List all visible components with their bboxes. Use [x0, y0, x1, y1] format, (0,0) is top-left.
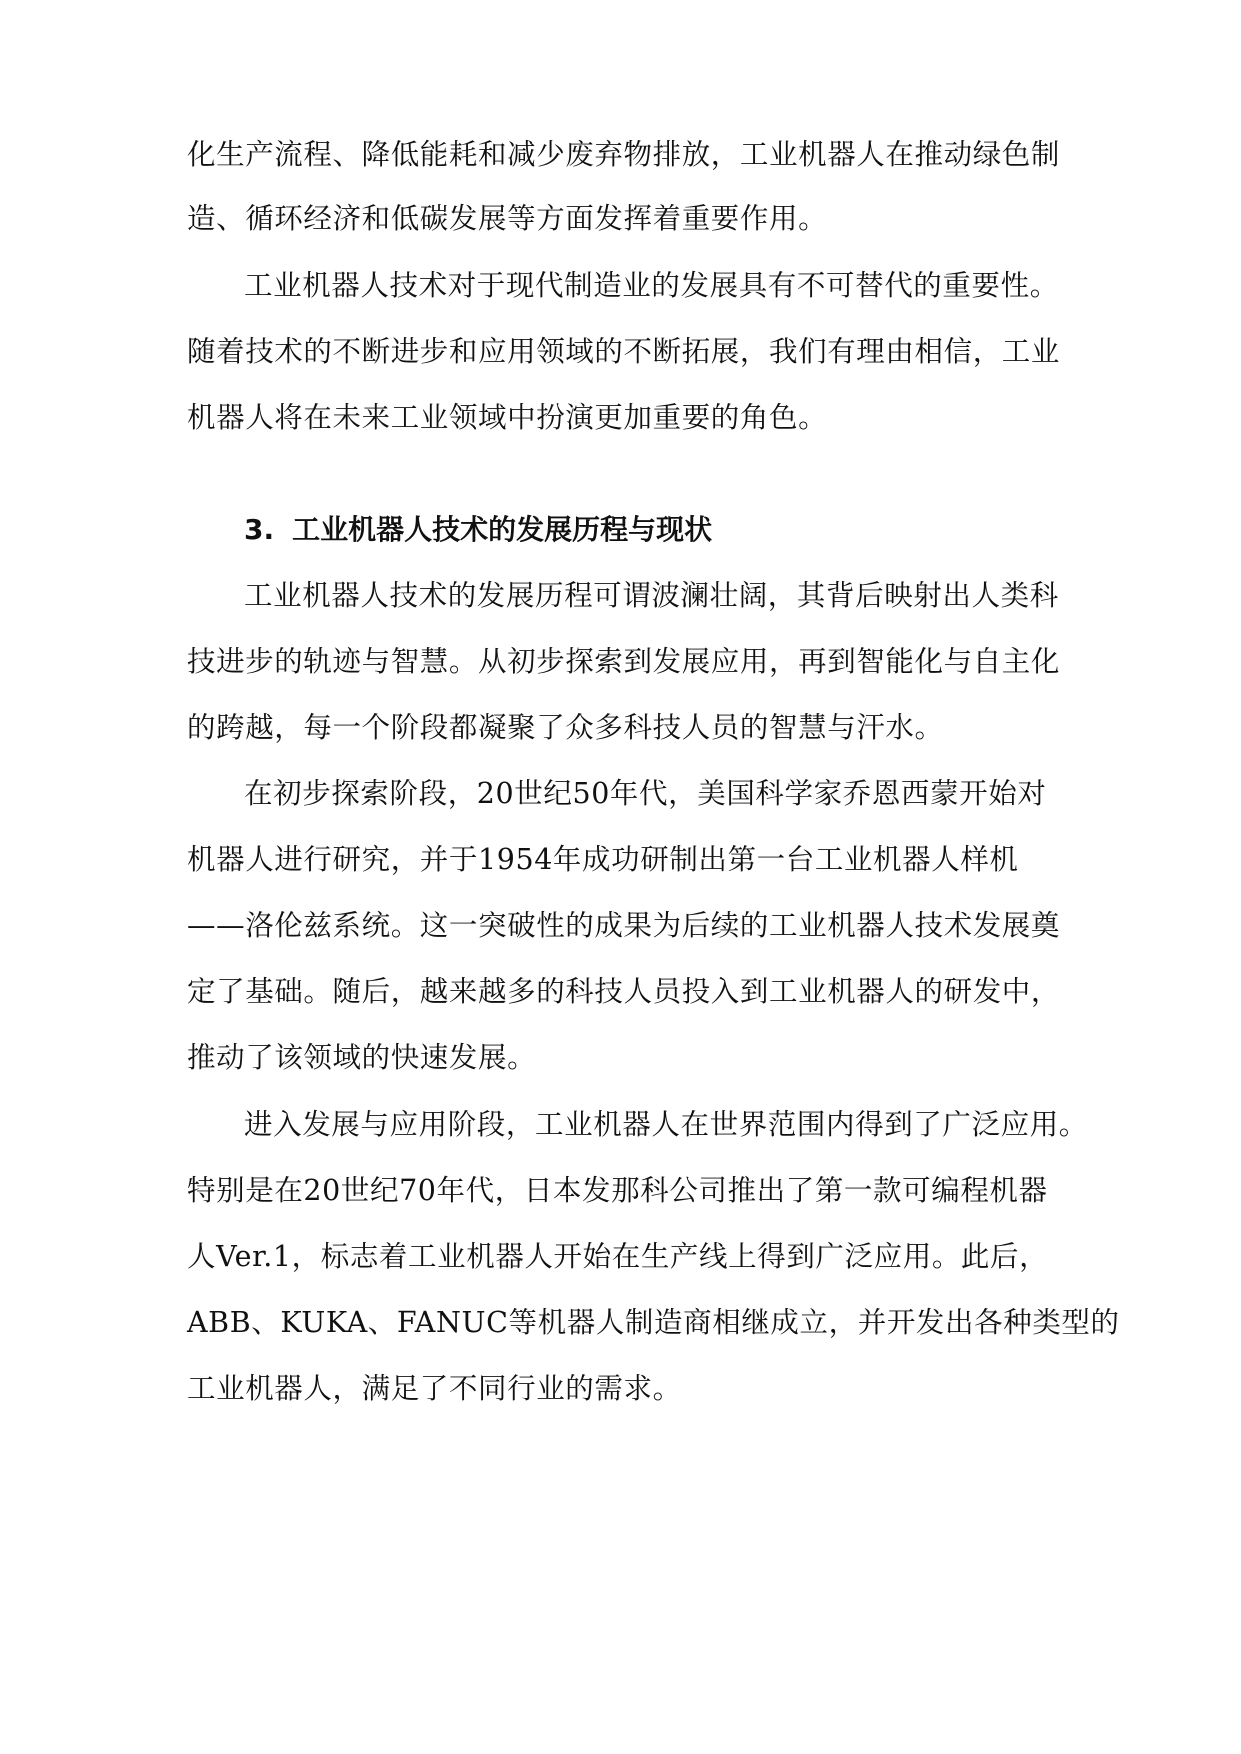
paragraph-line: 机器人将在未来工业领域中扮演更加重要的角色。 — [187, 401, 828, 434]
paragraph-line: 特别是在20世纪70年代，日本发那科公司推出了第一款可编程机器 — [187, 1174, 1048, 1207]
paragraph-line: ABB、KUKA、FANUC等机器人制造商相继成立，并开发出各种类型的 — [187, 1306, 1120, 1339]
section-heading — [244, 510, 712, 550]
paragraph-line: ——洛伦兹系统。这一突破性的成果为后续的工业机器人技术发展奠 — [187, 909, 1061, 942]
paragraph-line: 推动了该领域的快速发展。 — [187, 1041, 537, 1074]
paragraph-line: 的跨越，每一个阶段都凝聚了众多科技人员的智慧与汗水。 — [187, 711, 944, 744]
paragraph-line: 工业机器人，满足了不同行业的需求。 — [187, 1372, 682, 1405]
paragraph-line: 造、循环经济和低碳发展等方面发挥着重要作用。 — [187, 202, 828, 235]
paragraph-line: 工业机器人技术的发展历程可谓波澜壮阔，其背后映射出人类科 — [244, 579, 1059, 612]
paragraph-line: 机器人进行研究，并于1954年成功研制出第一台工业机器人样机 — [187, 843, 1019, 876]
paragraph-line: 工业机器人技术对于现代制造业的发展具有不可替代的重要性。 — [244, 269, 1059, 302]
paragraph-line: 人Ver.1，标志着工业机器人开始在生产线上得到广泛应用。此后， — [187, 1240, 1049, 1273]
paragraph-line: 技进步的轨迹与智慧。从初步探索到发展应用，再到智能化与自主化 — [187, 645, 1061, 678]
paragraph-line: 化生产流程、降低能耗和减少废弃物排放，工业机器人在推动绿色制 — [187, 138, 1061, 171]
paragraph-line: 在初步探索阶段，20世纪50年代，美国科学家乔恩西蒙开始对 — [244, 777, 1047, 810]
paragraph-line: 随着技术的不断进步和应用领域的不断拓展，我们有理由相信，工业 — [187, 335, 1061, 368]
section-number: 3. — [244, 513, 275, 546]
section-title: 工业机器人技术的发展历程与现状 — [292, 513, 713, 546]
paragraph-line: 进入发展与应用阶段，工业机器人在世界范围内得到了广泛应用。 — [244, 1108, 1088, 1141]
paragraph-line: 定了基础。随后，越来越多的科技人员投入到工业机器人的研发中， — [187, 975, 1061, 1008]
